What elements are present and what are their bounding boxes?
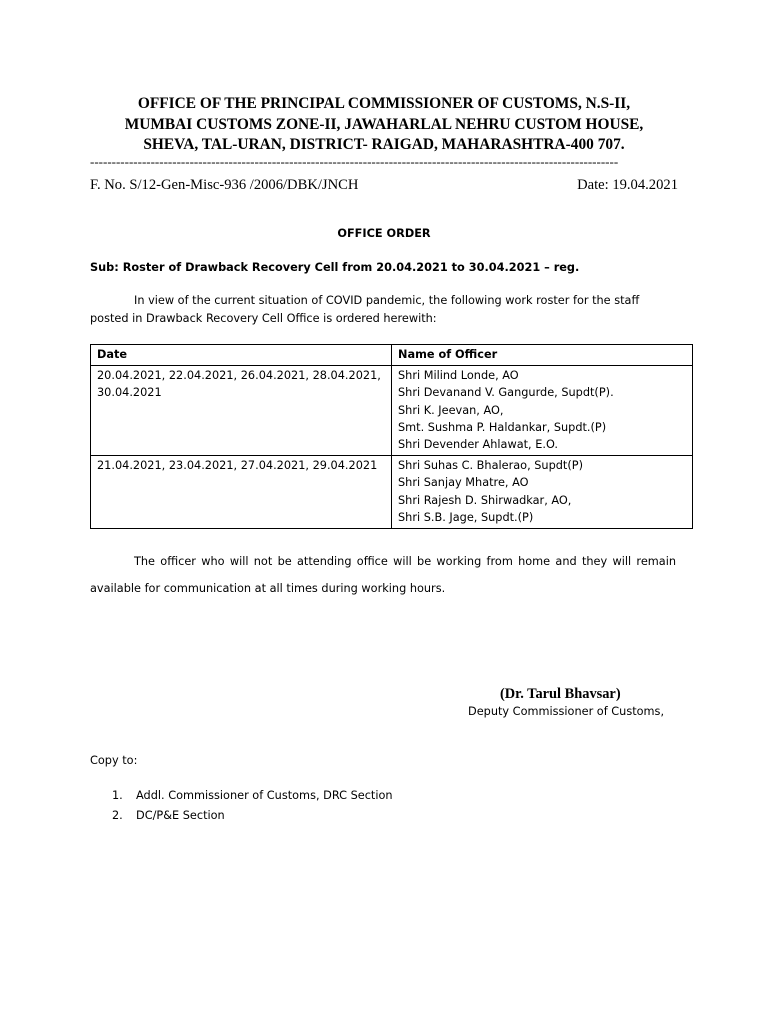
officer-name: Shri Sanjay Mhatre, AO: [398, 476, 529, 490]
roster-table: [90, 344, 693, 529]
roster-dates-line: 30.04.2021: [97, 386, 162, 400]
officer-name: Shri S.B. Jage, Supdt.(P): [398, 510, 534, 524]
list-item-text: DC/P&E Section: [136, 809, 225, 822]
letterhead-line-3: SHEVA, TAL-URAN, DISTRICT- RAIGAD, MAHARASHTRA-400 707.: [143, 136, 625, 153]
closing-paragraph: [90, 553, 676, 598]
roster-dates-cell: [91, 366, 392, 456]
file-reference-row: [90, 175, 678, 195]
intro-line-1: In view of the current situation of COVID pandemic, the following work roster for the staff: [134, 294, 640, 307]
copy-to-list: [112, 786, 393, 826]
header-date: Date: [91, 345, 392, 366]
list-item-number: 1.: [112, 789, 123, 802]
officer-name: Shri Suhas C. Bhalerao, Supdt(P): [398, 459, 583, 473]
list-item-text: Addl. Commissioner of Customs, DRC Section: [136, 789, 393, 802]
roster-officers-cell: [392, 456, 693, 529]
officer-name: Shri K. Jeevan, AO,: [398, 403, 504, 417]
separator-line: --------------------------------------------------------------------------------------------------------------------------: [90, 154, 619, 169]
table-row: [91, 366, 693, 456]
copy-to-label: Copy to:: [90, 754, 138, 767]
roster-dates-line: 21.04.2021, 23.04.2021, 27.04.2021, 29.04.2021: [97, 459, 378, 473]
letterhead: [0, 94, 768, 156]
file-number: F. No. S/12-Gen-Misc-936 /2006/DBK/JNCH: [90, 177, 359, 193]
intro-line-2: posted in Drawback Recovery Cell Office is ordered herewith:: [90, 311, 437, 325]
intro-paragraph: [90, 292, 690, 327]
officer-name: Shri Devender Ahlawat, E.O.: [398, 438, 558, 452]
roster-header-row: [91, 345, 693, 366]
roster-officers-cell: [392, 366, 693, 456]
header-officer: Name of Officer: [392, 345, 693, 366]
closing-line-1: The officer who will not be attending office will be working from home and they will remain: [134, 555, 676, 568]
order-title: OFFICE ORDER: [337, 227, 431, 240]
list-item-number: 2.: [112, 809, 123, 822]
officer-name: Shri Milind Londe, AO: [398, 369, 519, 383]
order-date: Date: 19.04.2021: [577, 177, 678, 193]
officer-name: Shri Devanand V. Gangurde, Supdt(P).: [398, 386, 614, 400]
officer-name: Smt. Sushma P. Haldankar, Supdt.(P): [398, 420, 607, 434]
roster-dates-line: 20.04.2021, 22.04.2021, 26.04.2021, 28.04.2021,: [97, 369, 381, 383]
signatory-name: (Dr. Tarul Bhavsar): [500, 686, 621, 702]
closing-line-2: available for communication at all times during working hours.: [90, 582, 446, 595]
subject-line: Sub: Roster of Drawback Recovery Cell from 20.04.2021 to 30.04.2021 – reg.: [90, 261, 580, 274]
officer-name: Shri Rajesh D. Shirwadkar, AO,: [398, 493, 572, 507]
list-item: [112, 806, 393, 826]
letterhead-line-1: OFFICE OF THE PRINCIPAL COMMISSIONER OF CUSTOMS, N.S-II,: [137, 95, 631, 112]
letterhead-line-2: MUMBAI CUSTOMS ZONE-II, JAWAHARLAL NEHRU CUSTOM HOUSE,: [124, 115, 644, 133]
list-item: [112, 786, 393, 806]
table-row: [91, 456, 693, 529]
roster-dates-cell: [91, 456, 392, 529]
signatory-title: Deputy Commissioner of Customs,: [468, 705, 665, 718]
